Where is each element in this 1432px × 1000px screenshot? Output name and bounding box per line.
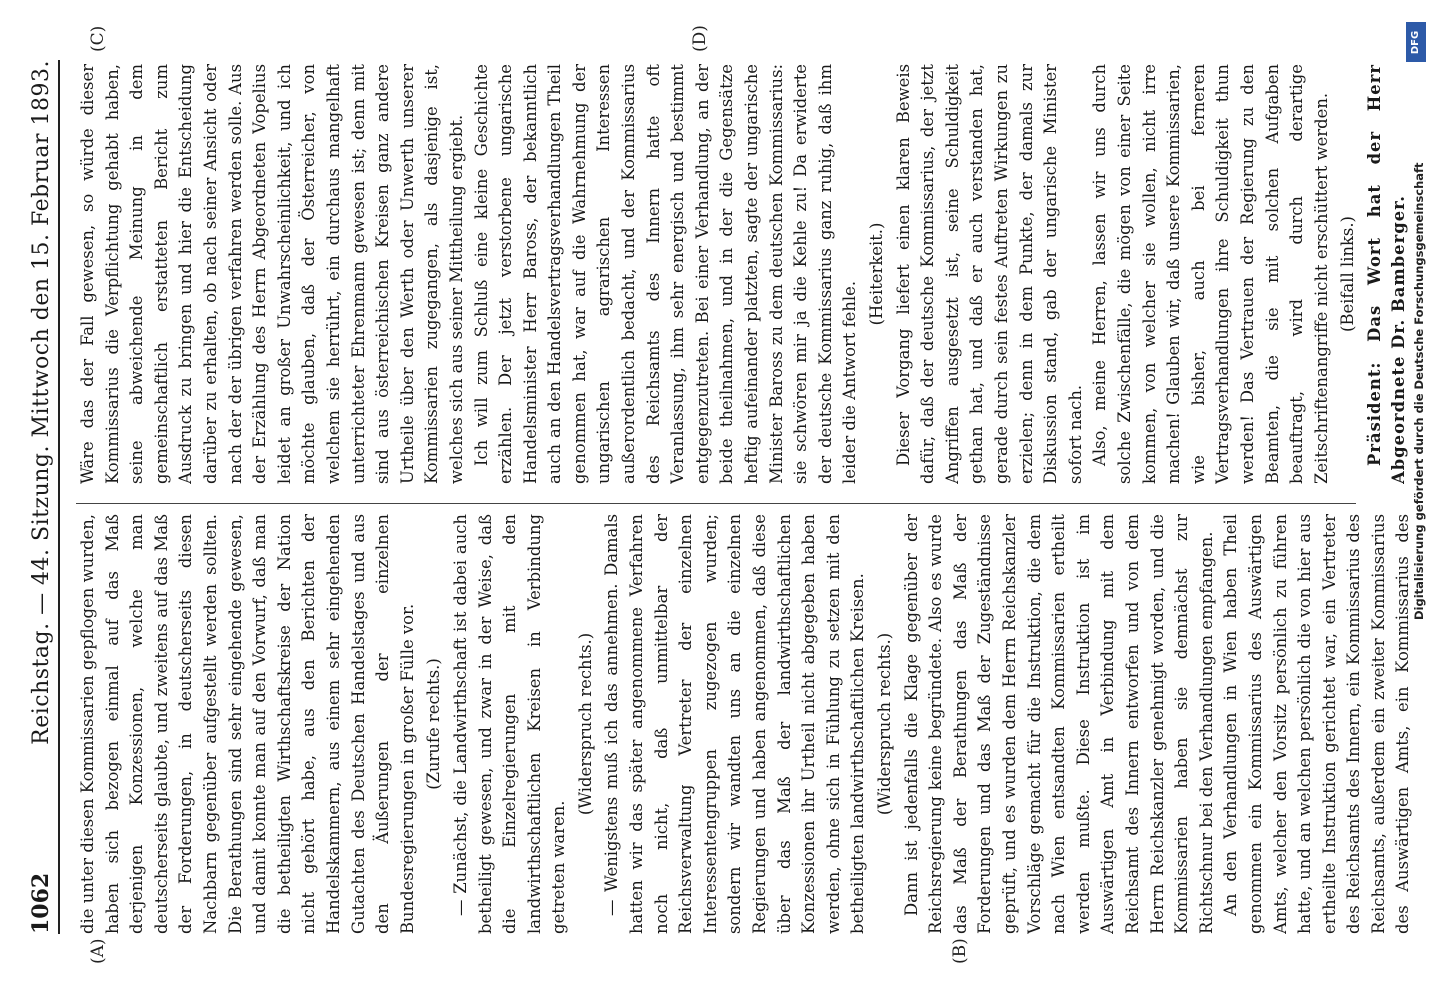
paragraph: An den Verhandlungen in Wien haben Theil genommen ein Kommissarius des Auswärtigen Amts, welcher den Vorsitz persönlich zu führen hatte, und an welchen persönlich die von hier aus ertheilte Instruktion gerichtet war, ein Vertreter des Reichsamts des Innern, ein Kommissarius des Reichsamts, außerdem ein zweiter Kommissarius des Auswärtigen Amts, ein Kommissarius des (1221, 514, 1413, 934)
paragraph: Dann ist jedenfalls die Klage gegenüber der Reichsregierung keine begründete. Also es wurde das Maß der Berathungen das Maß der Forderungen und das Maß der Zugeständnisse geprüft, und es wurden dem Herrn Reichskanzler Vorschläge gemacht für die Instruktion, die dem nach Wien entsandten Kommissarien ertheilt werden mußte. Diese Instruktion ist im Auswärtigen Amt in Verbindung mit dem Reichsamt des Innern entworfen und von dem Herrn Reichskanzler genehmigt worden, und die Kommissarien haben sie demnächst zur Richtschnur bei den Verhandlungen empfangen. (901, 514, 1216, 934)
column-divider (76, 503, 1356, 504)
interjection: (Widerspruch rechts.) (875, 632, 894, 816)
text-column-left (76, 514, 1416, 934)
interjection: (Zurufe rechts.) (424, 658, 444, 790)
text-column-right (76, 64, 1416, 484)
paragraph: Ich will zum Schluß eine kleine Geschichte erzählen. Der jetzt verstorbene ungarische Handelsminister Herr Baross, der bekanntlich auch an den Handelsvertragsverhandlungen Theil genommen hat, war auf die Wahrnehmung der ungarischen agrarischen Interessen außerordentlich bedacht, und der Kommissarius des Reichsamts des Innern hatte oft Veranlassung, ihm sehr energisch und bestimmt entgegenzutreten. Bei einer Verhandlung, an der beide theilnahmen, und in der die Gegensätze heftig aufeinander platzten, sagte der ungarische Minister Baross zu dem deutschen Kommissarius: sie schwören mir ja die Kehle zu! Da erwiderte der deutsche Kommissarius ganz ruhig, daß ihm leider die Antwort fehle. (471, 64, 860, 484)
paragraph: — Zunächst, die Landwirthschaft ist dabei auch betheiligt gewesen, und zwar in der Weise, daß die Einzelregierungen mit den landwirthschaftlichen Kreisen in Verbindung getreten waren. (450, 514, 569, 934)
page-header (16, 60, 60, 934)
margin-mark-c: (C) (88, 25, 108, 52)
page-number: 1062 (28, 872, 54, 934)
dfg-logo-text: DFG (1410, 30, 1422, 54)
margin-mark-b: (B) (950, 938, 970, 964)
dfg-logo (1406, 22, 1426, 62)
paragraph: Dieser Vorgang liefert einen klaren Beweis dafür, daß der deutsche Kommissarius, der jetzt Angriffen ausgesetzt ist, seine Schuldigkeit gethan hat, und daß er auch verstanden hat, gerade durch sein festes Auftreten Wirkungen zu erzielen; denn in dem Punkte, der damals zur Diskussion stand, gab der ungarische Minister sofort nach. (893, 64, 1085, 484)
interjection: (Widerspruch rechts.) (575, 632, 595, 816)
paragraph: — Wenigstens muß ich das annehmen. Damals hatten wir das später angenommene Verfahren noch nicht, daß unmittelbar der Reichsverwaltung Vertreter der einzelnen Interessentengruppen zugezogen wurden; sondern wir wandten uns an die einzelnen Regierungen und haben angenommen, daß diese über das Maß der landwirthschaftlichen Konzessionen ihr Urtheil nicht abgegeben haben werden, ohne sich in Fühlung zu setzen mit den betheiligten landwirthschaftlichen Kreisen. (602, 514, 868, 934)
page-title: Reichstag. — 44. Sitzung. Mittwoch den 15. Februar 1893. (29, 60, 54, 745)
paragraph: Also, meine Herren, lassen wir uns durch solche Zwischenfälle, die mögen von einer Seite kommen, von welcher sie wollen, nicht irre machen! Glauben wir, daß unsere Kommissarien, wie bisher, auch bei ferneren Vertragsverhandlungen ihre Schuldigkeit thun werden! Das Vertrauen der Regierung zu den Beamten, die sie mit solchen Aufgaben beauftragt, wird durch derartige Zeitschriftenangriffe nicht erschüttert werden. (1090, 64, 1331, 484)
interjection: (Beifall links.) (1338, 216, 1358, 332)
digitization-footer: Digitalisierung gefördert durch die Deutsche Forschungsgemeinschaft (1412, 162, 1426, 620)
speaker-line: Präsident: Das Wort hat der Herr Abgeordnete Dr. Bamberger. (1364, 64, 1409, 484)
paragraph: Wäre das der Fall gewesen, so würde dieser Kommissarius die Verpflichtung gehabt haben, seine abweichende Meinung in dem gemeinschaftlich erstatteten Bericht zum Ausdruck zu bringen und hier die Entscheidung darüber zu erhalten, ob nach seiner Ansicht oder nach der der übrigen verfahren werden solle. Aus der Erzählung des Herrn Abgeordneten Vopelius leidet an großer Unwahrscheinlichkeit, und ich möchte glauben, daß der Österreicher, von welchem sie herrührt, ein durchaus mangelhaft unterrichteter Ehrenmann gewesen ist; denn mit sind aus österreichischen Kreisen ganz andere Urtheile über den Werth oder Unwerth unserer Kommissarien zugegangen, als dasjenige ist, welches sich aus seiner Mittheilung ergiebt. (78, 64, 466, 484)
margin-mark-d: (D) (690, 25, 710, 52)
margin-mark-a: (A) (88, 938, 108, 964)
paragraph: die unter diesen Kommissarien gepflogen wurden, haben sich bezogen einmal auf das Maß derjenigen Konzessionen, welche man deutscherseits glaubte, und zweitens auf das Maß der Forderungen, in deutscherseits diesen Nachbarn gegenüber aufgestellt werden sollten. Die Berathungen sind sehr eingehende gewesen, und damit konnte man auf den Vorwurf, daß man die betheiligten Wirthschaftskreise der Nation nicht gehört habe, aus den Berichten der Handelskammern, aus einem sehr eingehenden Gutachten des Deutschen Handelstages und aus den Äußerungen der einzelnen Bundesregierungen in großer Fülle vor. (78, 514, 417, 934)
interjection: (Heiterkeit.) (867, 222, 886, 326)
